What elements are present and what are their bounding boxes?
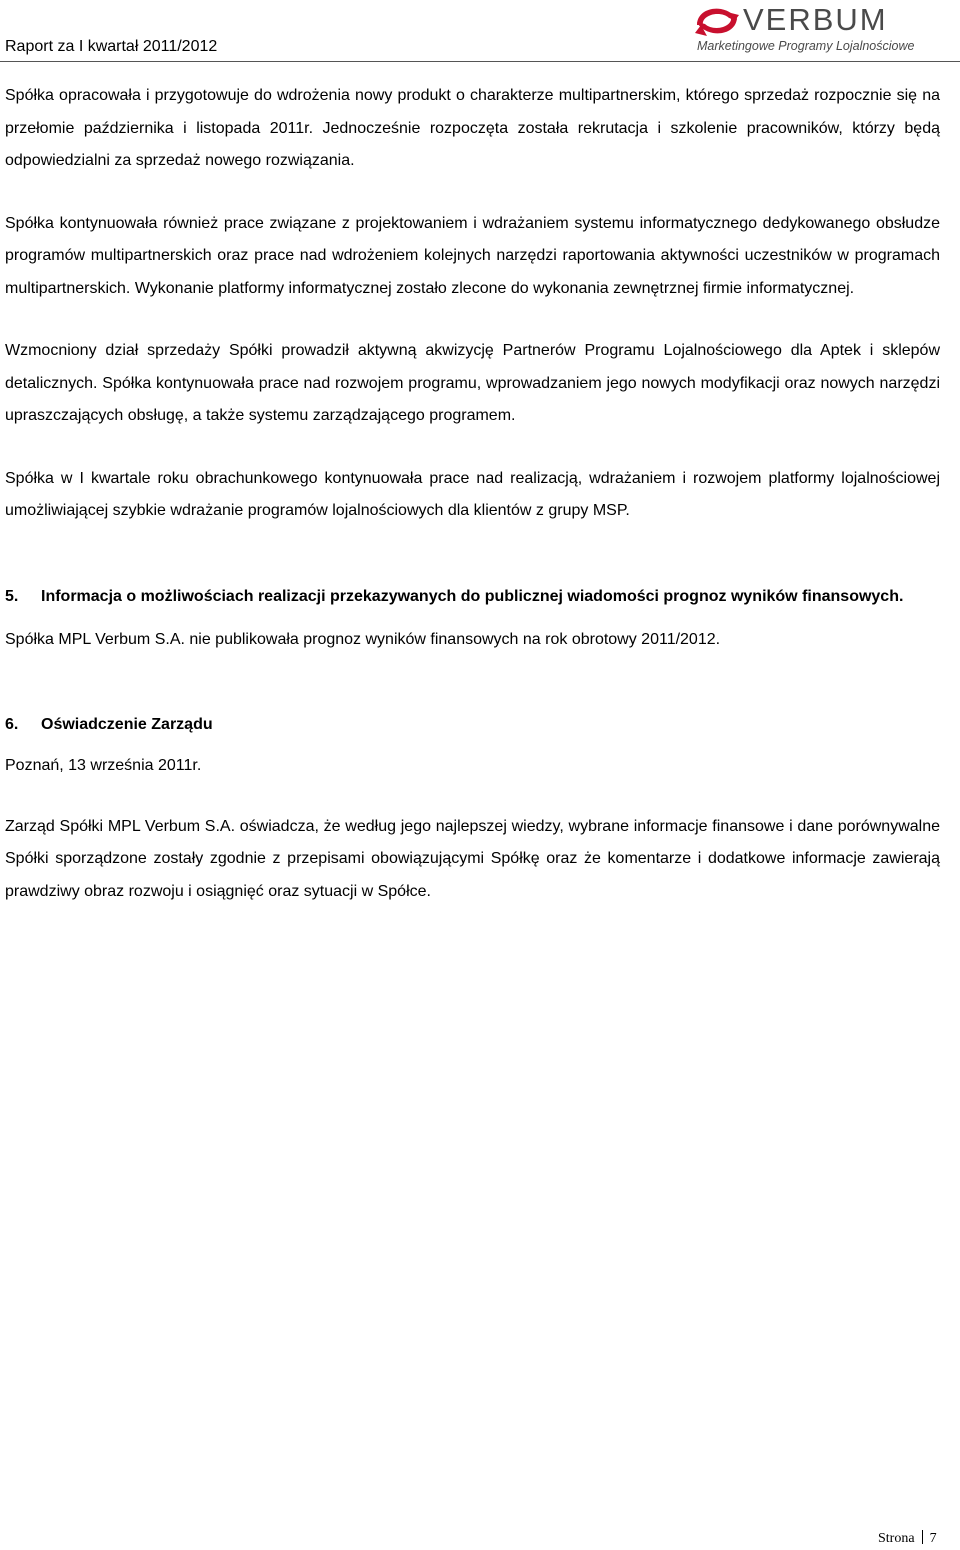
section-6-heading: [5, 714, 940, 736]
page-label: Strona: [878, 1531, 915, 1546]
paragraph-it-system: Spółka kontynuowała również prace związane z projektowaniem i wdrażaniem systemu informatycznego dedykowanego obsłudze programów multipartnerskich oraz prace nad wdrożeniem kolejnych narzędzi raportowania aktywności uczestników w programach multipartnerskich. Wykonanie platformy informatycznej zostało zlecone do wykonania zewnętrznej firmie informatycznej.: [5, 214, 940, 297]
page-footer: [878, 1530, 937, 1548]
logo-tagline-text: Marketingowe Programy Lojalnościowe: [697, 39, 915, 53]
section-6-statement: Zarząd Spółki MPL Verbum S.A. oświadcza, że według jego najlepszej wiedzy, wybrane informacje finansowe i dane porównywalne Spółki sporządzone zostały zgodnie z przepisami obowiązującymi Spółkę oraz że komentarze i dodatkowe informacje zawierają prawdziwy obraz rozwoju i osiągnięć oraz sytuacji w Spółce.: [5, 817, 940, 900]
verbum-swirl-icon: [695, 9, 739, 36]
document-body: [5, 80, 940, 908]
section-6-place-date: Poznań, 13 września 2011r.: [5, 757, 202, 774]
section-5-text: Spółka MPL Verbum S.A. nie publikowała prognoz wyników finansowych na rok obrotowy 2011/2012.: [5, 630, 721, 648]
section-5-title: Informacja o możliwościach realizacji przekazywanych do publicznej wiadomości prognoz wyników finansowych.: [41, 587, 904, 605]
section-5-number: 5.: [5, 587, 19, 605]
page-header: [0, 0, 960, 62]
header-divider: [0, 61, 960, 62]
section-5-heading: [5, 586, 940, 608]
paragraph-loyalty-platform: Spółka w I kwartale roku obrachunkowego kontynuowała prace nad realizacją, wdrażaniem i rozwojem platformy lojalnościowej umożliwiającej szybkie wdrażanie programów lojalnościowych dla klientów z grupy MSP.: [5, 469, 940, 519]
section-6-title: Oświadczenie Zarządu: [41, 716, 213, 733]
paragraph-new-product: Spółka opracowała i przygotowuje do wdrożenia nowy produkt o charakterze multipartnerskim, którego sprzedaż rozpocznie się na przełomie października i listopada 2011r. Jednocześnie rozpoczęta została rekrutacja i szkolenie pracowników, którzy będą odpowiedzialni za sprzedaż nowego rozwiązania.: [5, 87, 940, 169]
paragraph-sales: Wzmocniony dział sprzedaży Spółki prowadził aktywną akwizycję Partnerów Programu Lojalnościowego dla Aptek i sklepów detalicznych. Spółka kontynuowała prace nad rozwojem programu, wprowadzaniem jego nowych modyfikacji oraz nowych narzędzi upraszczających obsługę, a także systemu zarządzającego programem.: [5, 342, 940, 424]
footer-separator: [922, 1530, 923, 1544]
verbum-logo: [693, 3, 955, 55]
logo-brand-text: VERBUM: [743, 3, 888, 37]
section-6-number: 6.: [5, 716, 19, 733]
report-title: Raport za I kwartał 2011/2012: [5, 38, 218, 55]
page-number: 7: [929, 1531, 937, 1546]
